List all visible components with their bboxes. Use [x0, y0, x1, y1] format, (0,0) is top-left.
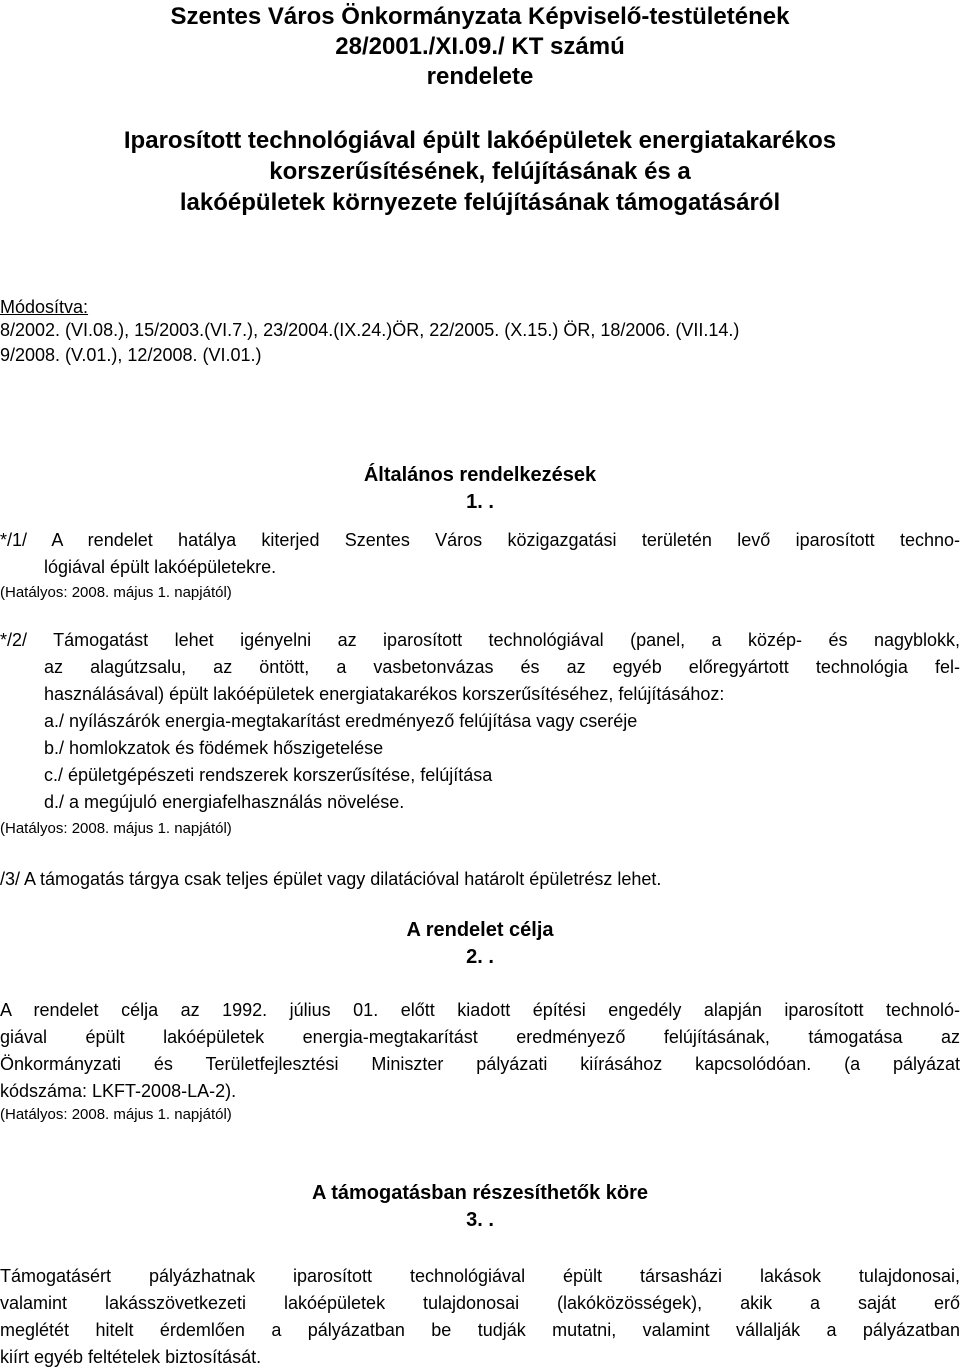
section-1-paragraph-3 [0, 866, 661, 893]
title-line: Szentes Város Önkormányzata Képviselő-testületének [170, 3, 790, 30]
paragraph-line: kiírt egyéb feltételek biztosítását. [0, 1347, 262, 1367]
section-title: Általános rendelkezések [363, 464, 597, 486]
section-title: A rendelet célja [406, 919, 554, 941]
section-number: 1. . [466, 491, 494, 513]
list-item: d./ a megújuló energiafelhasználás növelése. [44, 792, 405, 812]
effective-date: (Hatályos: 2008. május 1. napjától) [0, 820, 232, 837]
subtitle-line: korszerűsítésének, felújításának és a [269, 158, 691, 185]
section-2-heading [0, 917, 960, 971]
title-line: 28/2001./XI.09./ KT számú [335, 33, 625, 60]
subtitle-line: lakóépületek környezete felújításának támogatásáról [179, 189, 781, 216]
paragraph-line: használásával) épült lakóépületek energiatakarékos korszerűsítéséhez, felújításához: [44, 684, 725, 704]
amendments-label: Módosítva: [0, 297, 89, 317]
paragraph-line: A rendelet célja az 1992. július 01. előtt kiadott építési engedély alapján iparosított technoló- [0, 1000, 960, 1020]
section-1-paragraph-1 [0, 527, 960, 581]
section-title: A támogatásban részesíthetők köre [311, 1182, 649, 1204]
paragraph-line: Önkormányzati és Területfejlesztési Miniszter pályázati kiírásához kapcsolódóan. (a pályázat [0, 1054, 960, 1074]
list-item: b./ homlokzatok és födémek hőszigetelése [44, 738, 384, 758]
section-number: 2. . [466, 946, 494, 968]
section-1-heading [0, 462, 960, 516]
subtitle-line: Iparosított technológiával épült lakóépületek energiatakarékos [123, 127, 837, 154]
title-line: rendelete [426, 63, 534, 90]
amendments-list [0, 318, 960, 368]
paragraph-line: kódszáma: LKFT-2008-LA-2). [0, 1081, 237, 1101]
section-3-heading [0, 1180, 960, 1234]
paragraph-line: lógiával épült lakóépületekre. [44, 557, 277, 577]
paragraph-line: Támogatásért pályázhatnak iparosított technológiával épült társasházi lakások tulajdonosai, [0, 1266, 960, 1286]
paragraph-line: meglétét hitelt érdemlően a pályázatban be tudják mutatni, valamint vállalják a pályázatban [0, 1320, 960, 1340]
section-3-paragraph [0, 1263, 960, 1371]
section-2-paragraph [0, 997, 960, 1105]
amendments-line: 9/2008. (V.01.), 12/2008. (VI.01.) [0, 345, 262, 365]
paragraph-line: */2/ Támogatást lehet igényelni az iparosított technológiával (panel, a közép- és nagyblokk, [0, 630, 960, 650]
section-1-paragraph-2 [0, 627, 960, 816]
paragraph-line: az alagútzsalu, az öntött, a vasbetonvázas és az egyéb előregyártott technológia fel- [44, 657, 960, 677]
amendments-line: 8/2002. (VI.08.), 15/2003.(VI.7.), 23/2004.(IX.24.)ÖR, 22/2005. (X.15.) ÖR, 18/2006. (VII.14.) [0, 320, 740, 340]
list-item: a./ nyílászárók energia-megtakarítást eredményező felújítása vagy cseréje [44, 711, 638, 731]
paragraph-line: */1/ A rendelet hatálya kiterjed Szentes Város közigazgatási területén levő iparosított techno- [0, 530, 960, 550]
list-item: c./ épületgépészeti rendszerek korszerűsítése, felújítása [44, 765, 493, 785]
document-subtitle [0, 125, 960, 218]
effective-date: (Hatályos: 2008. május 1. napjától) [0, 584, 232, 601]
paragraph-line: valamint lakásszövetkezeti lakóépületek tulajdonosai (lakóközösségek), akik a saját erő [0, 1293, 960, 1313]
paragraph-line: giával épült lakóépületek energia-megtakarítást eredményező felújításának, támogatása az [0, 1027, 960, 1047]
section-number: 3. . [466, 1209, 494, 1231]
document-title [0, 2, 960, 92]
effective-date: (Hatályos: 2008. május 1. napjától) [0, 1106, 232, 1123]
paragraph-line: /3/ A támogatás tárgya csak teljes épület vagy dilatációval határolt épületrész lehet. [0, 869, 662, 889]
